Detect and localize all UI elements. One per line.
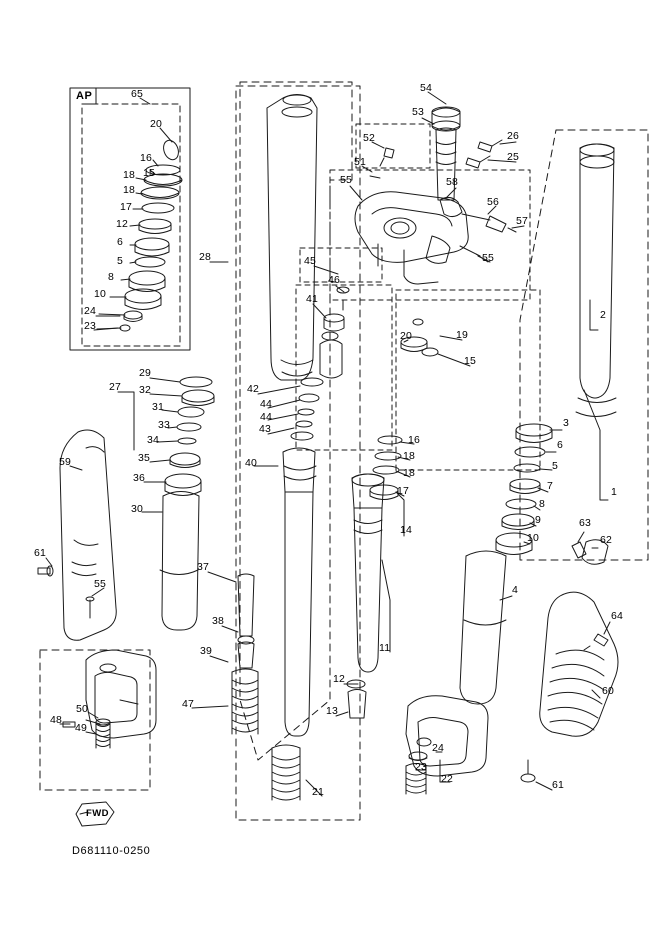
- callout-54: 54: [420, 82, 433, 94]
- callout-40: 40: [245, 457, 258, 469]
- callout-6-inset: 6: [117, 236, 124, 248]
- callout-58: 58: [446, 176, 459, 188]
- callout-27: 27: [109, 381, 122, 393]
- callout-21: 21: [312, 786, 325, 798]
- callout-1: 1: [611, 486, 618, 498]
- callout-5-right: 5: [552, 460, 559, 472]
- callout-18-inset-a: 18: [123, 169, 136, 181]
- callout-38: 38: [212, 615, 225, 627]
- callout-47: 47: [182, 698, 195, 710]
- callout-65: 65: [131, 88, 144, 100]
- callout-10-right: 10: [527, 532, 540, 544]
- callout-31: 31: [152, 401, 165, 413]
- callout-36: 36: [133, 472, 146, 484]
- callout-50: 50: [76, 703, 89, 715]
- callout-55-right: 55: [482, 252, 495, 264]
- callout-25: 25: [507, 151, 520, 163]
- callout-41: 41: [306, 293, 319, 305]
- callout-62: 62: [600, 534, 613, 546]
- fwd-direction-label: FWD: [86, 808, 109, 819]
- callout-57: 57: [516, 215, 529, 227]
- callout-4: 4: [512, 584, 519, 596]
- callout-8-right: 8: [539, 498, 546, 510]
- callout-53: 53: [412, 106, 425, 118]
- callout-56: 56: [487, 196, 500, 208]
- callout-12-inset: 12: [116, 218, 129, 230]
- callout-17-center: 17: [397, 485, 410, 497]
- callout-18-center-b: 18: [403, 467, 416, 479]
- callout-55-left: 55: [94, 578, 107, 590]
- callout-44-a: 44: [260, 398, 273, 410]
- callout-6-right: 6: [557, 439, 564, 451]
- callout-30: 30: [131, 503, 144, 515]
- callout-17-inset: 17: [120, 201, 133, 213]
- callout-15-center: 15: [464, 355, 477, 367]
- callout-16-center: 16: [408, 434, 421, 446]
- callout-16-inset: 16: [140, 152, 153, 164]
- callout-42: 42: [247, 383, 260, 395]
- callout-60: 60: [602, 685, 615, 697]
- callout-15-inset: 15: [143, 167, 156, 179]
- callout-52: 52: [363, 132, 376, 144]
- callout-48: 48: [50, 714, 63, 726]
- callout-7: 7: [547, 480, 554, 492]
- callout-18-inset-b: 18: [123, 184, 136, 196]
- callout-51: 51: [354, 156, 367, 168]
- callout-23-right: 23: [415, 761, 428, 773]
- callout-28: 28: [199, 251, 212, 263]
- callout-49: 49: [75, 722, 88, 734]
- callout-23-inset: 23: [84, 320, 97, 332]
- diagram-part-number: D681110-0250: [72, 845, 151, 857]
- callout-19: 19: [456, 329, 469, 341]
- callout-14: 14: [400, 524, 413, 536]
- callout-8-inset: 8: [108, 271, 115, 283]
- inset-group-label: AP: [76, 90, 93, 102]
- callout-34: 34: [147, 434, 160, 446]
- callout-37: 37: [197, 561, 210, 573]
- callout-26: 26: [507, 130, 520, 142]
- callout-43: 43: [259, 423, 272, 435]
- callout-61-right: 61: [552, 779, 565, 791]
- callout-64: 64: [611, 610, 624, 622]
- callout-9: 9: [535, 514, 542, 526]
- callout-35: 35: [138, 452, 151, 464]
- callout-13: 13: [326, 705, 339, 717]
- callout-10-inset: 10: [94, 288, 107, 300]
- callout-29: 29: [139, 367, 152, 379]
- callout-63: 63: [579, 517, 592, 529]
- callout-32: 32: [139, 384, 152, 396]
- callout-24-inset: 24: [84, 305, 97, 317]
- callout-61-left: 61: [34, 547, 47, 559]
- callout-20-center: 20: [400, 330, 413, 342]
- callout-20-inset: 20: [150, 118, 163, 130]
- callout-3: 3: [563, 417, 570, 429]
- callout-22: 22: [441, 773, 454, 785]
- callout-2: 2: [600, 309, 607, 321]
- callout-5-inset: 5: [117, 255, 124, 267]
- callout-59: 59: [59, 456, 72, 468]
- callout-18-center-a: 18: [403, 450, 416, 462]
- callout-11: 11: [379, 642, 391, 654]
- callout-33: 33: [158, 419, 171, 431]
- callout-45: 45: [304, 255, 317, 267]
- callout-44-b: 44: [260, 411, 273, 423]
- callout-55-upper: 55: [340, 174, 353, 186]
- callout-46: 46: [328, 274, 341, 286]
- callout-12-center: 12: [333, 673, 346, 685]
- callout-24-right: 24: [432, 742, 445, 754]
- callout-39: 39: [200, 645, 213, 657]
